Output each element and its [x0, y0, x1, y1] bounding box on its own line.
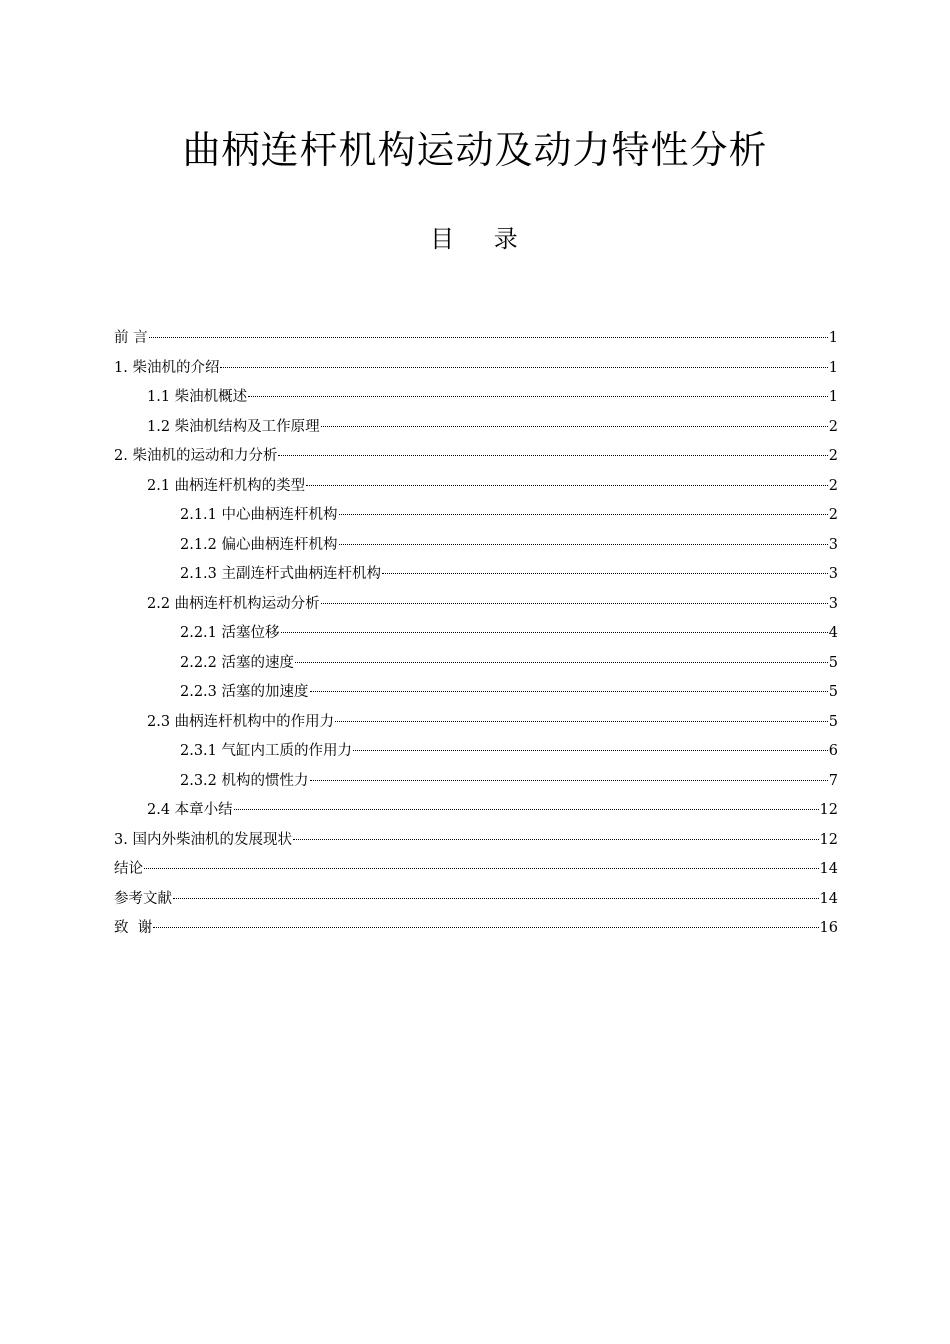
toc-entry-title: 2. 柴油机的运动和力分析 — [114, 448, 278, 464]
dot-leader — [234, 809, 819, 810]
toc-entry-page: 5 — [828, 654, 838, 671]
toc-entry[interactable] — [114, 678, 838, 708]
toc-entry-title: 2.1.2 偏心曲柄连杆机构 — [180, 536, 338, 553]
toc-entry-page: 2 — [828, 507, 838, 523]
toc-entry-page: 2 — [828, 477, 838, 494]
dot-leader — [306, 485, 828, 486]
toc-entry-page: 1 — [828, 330, 838, 346]
toc-entry-page: 12 — [819, 831, 838, 848]
toc-entry-page: 12 — [819, 802, 838, 818]
toc-entry[interactable] — [114, 354, 838, 384]
toc-entry-page: 6 — [828, 743, 838, 759]
toc-entry[interactable] — [114, 560, 838, 590]
toc-entry[interactable] — [114, 708, 838, 738]
dot-leader — [149, 337, 828, 338]
toc-entry-page: 2 — [828, 448, 838, 464]
toc-entry[interactable] — [114, 737, 838, 767]
toc-entry-page: 5 — [828, 684, 838, 700]
toc-entry[interactable] — [114, 767, 838, 797]
toc-entry-title: 3. 国内外柴油机的发展现状 — [114, 831, 292, 848]
toc-entry-title: 2.1.3 主副连杆式曲柄连杆机构 — [180, 566, 382, 582]
toc-entry[interactable] — [114, 914, 838, 944]
toc-entry-page: 5 — [828, 713, 838, 730]
toc-entry[interactable] — [114, 649, 838, 679]
toc-entry-page: 1 — [828, 389, 838, 405]
toc-entry-title: 2.2 曲柄连杆机构运动分析 — [147, 595, 320, 612]
toc-entry-page: 1 — [828, 359, 838, 376]
toc-entry-title: 1.2 柴油机结构及工作原理 — [147, 418, 320, 435]
table-of-contents — [114, 324, 838, 944]
toc-entry[interactable] — [114, 885, 838, 915]
toc-entry-page: 3 — [828, 566, 838, 582]
toc-entry[interactable] — [114, 796, 838, 826]
dot-leader — [353, 750, 828, 751]
toc-entry-title: 1. 柴油机的介绍 — [114, 359, 220, 376]
toc-entry-title: 参考文献 — [114, 890, 172, 907]
toc-entry[interactable] — [114, 501, 838, 531]
toc-entry-title: 结论 — [114, 861, 143, 877]
dot-leader — [321, 603, 828, 604]
toc-entry[interactable] — [114, 324, 838, 354]
toc-entry[interactable] — [114, 855, 838, 885]
dot-leader — [321, 426, 828, 427]
dot-leader — [335, 721, 828, 722]
dot-leader — [293, 839, 819, 840]
document-title: 曲柄连杆机构运动及动力特性分析 — [182, 128, 768, 172]
toc-entry-title: 2.2.2 活塞的速度 — [180, 654, 295, 671]
dot-leader — [281, 632, 828, 633]
toc-entry[interactable] — [114, 826, 838, 856]
toc-entry-title: 2.3.2 机构的惯性力 — [180, 772, 309, 789]
dot-leader — [173, 898, 819, 899]
toc-entry-page: 4 — [828, 625, 838, 641]
toc-entry-page: 14 — [819, 890, 838, 907]
toc-entry-page: 3 — [828, 536, 838, 553]
dot-leader — [153, 927, 818, 928]
toc-entry[interactable] — [114, 472, 838, 502]
toc-entry[interactable] — [114, 619, 838, 649]
toc-entry-title: 2.3.1 气缸内工质的作用力 — [180, 743, 353, 759]
toc-entry-title: 2.4 本章小结 — [147, 802, 233, 818]
toc-entry[interactable] — [114, 383, 838, 413]
toc-entry-page: 7 — [828, 772, 838, 789]
dot-leader — [310, 691, 828, 692]
toc-entry-page: 14 — [819, 861, 838, 877]
dot-leader — [339, 514, 828, 515]
toc-entry[interactable] — [114, 413, 838, 443]
toc-entry-page: 2 — [828, 418, 838, 435]
dot-leader — [278, 455, 827, 456]
toc-heading: 目 录 — [430, 225, 520, 253]
toc-entry-title: 2.3 曲柄连杆机构中的作用力 — [147, 713, 335, 730]
toc-entry[interactable] — [114, 531, 838, 561]
toc-entry-title: 2.2.3 活塞的加速度 — [180, 684, 309, 700]
dot-leader — [339, 544, 828, 545]
toc-entry-title: 前 言 — [114, 330, 148, 346]
toc-entry-title: 2.1.1 中心曲柄连杆机构 — [180, 507, 338, 523]
dot-leader — [248, 396, 828, 397]
toc-entry-page: 3 — [828, 595, 838, 612]
toc-entry[interactable] — [114, 590, 838, 620]
dot-leader — [382, 573, 828, 574]
dot-leader — [310, 780, 828, 781]
toc-entry-title: 2.2.1 活塞位移 — [180, 625, 280, 641]
dot-leader — [295, 662, 828, 663]
toc-entry-title: 1.1 柴油机概述 — [147, 389, 248, 405]
toc-entry[interactable] — [114, 442, 838, 472]
toc-entry-page: 16 — [819, 920, 838, 936]
dot-leader — [144, 868, 819, 869]
dot-leader — [220, 367, 827, 368]
toc-entry-title: 致 谢 — [114, 920, 153, 936]
toc-entry-title: 2.1 曲柄连杆机构的类型 — [147, 477, 306, 494]
